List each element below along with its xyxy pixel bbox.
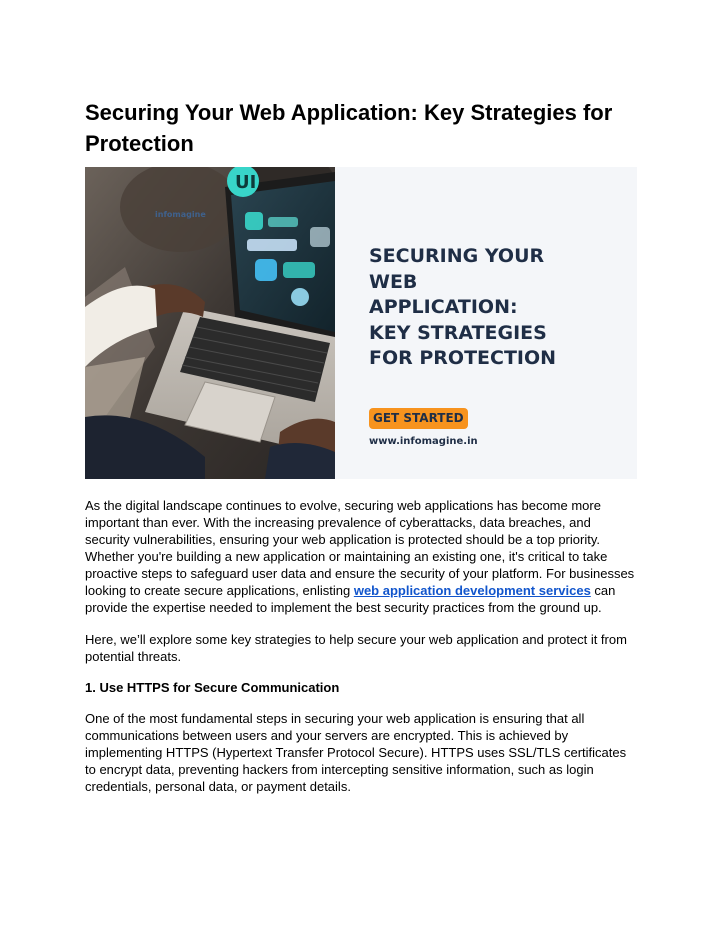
web-app-development-services-link[interactable]: web application development services: [353, 583, 591, 598]
overview-paragraph: Here, we’ll explore some key strategies to help secure your web application and protect it from potential threats.: [85, 632, 627, 664]
hero-text-block: [369, 244, 619, 372]
intro-text-end: can provide the expertise needed to implement the best security practices from the ground up.: [85, 583, 616, 615]
laptop-illustration: [85, 167, 335, 479]
hero-website-url: www.infomagine.in: [369, 436, 478, 447]
svg-text:infomagine: infomagine: [155, 210, 206, 219]
intro-paragraph: [85, 497, 637, 616]
hero-headline: SECURING YOUR WEB APPLICATION: KEY STRATEGIES FOR PROTECTION: [369, 245, 557, 369]
article-title: Securing Your Web Application: Key Strategies for Protection: [85, 100, 613, 156]
get-started-button: GET STARTED: [369, 408, 468, 429]
svg-text:UI: UI: [235, 172, 257, 193]
laptop-photo: [85, 167, 335, 479]
intro-text-start: As the digital landscape continues to evolve, securing web applications has become more important than ever. With the increasing prevalence of cyberattacks, data breaches, and security vulnerabilities, ensuring your web application is protected should be a top priority. Whether you're building a new application or maintaining an existing one, it's critical to take proactive steps to safeguard user data and ensure the security of your platform. For businesses looking to create secure applications, enlisting: [85, 498, 635, 598]
section-1-heading: 1. Use HTTPS for Secure Communication: [85, 680, 340, 695]
section-1-paragraph: One of the most fundamental steps in securing your web application is ensuring that all communications between users and your servers are encrypted. This is achieved by implementing HTTPS (Hypertext Transfer Protocol Secure). HTTPS uses SSL/TLS certificates to encrypt data, preventing hackers from intercepting sensitive information, such as login credentials, personal data, or payment details.: [85, 711, 627, 794]
hero-banner-image: [85, 167, 637, 479]
